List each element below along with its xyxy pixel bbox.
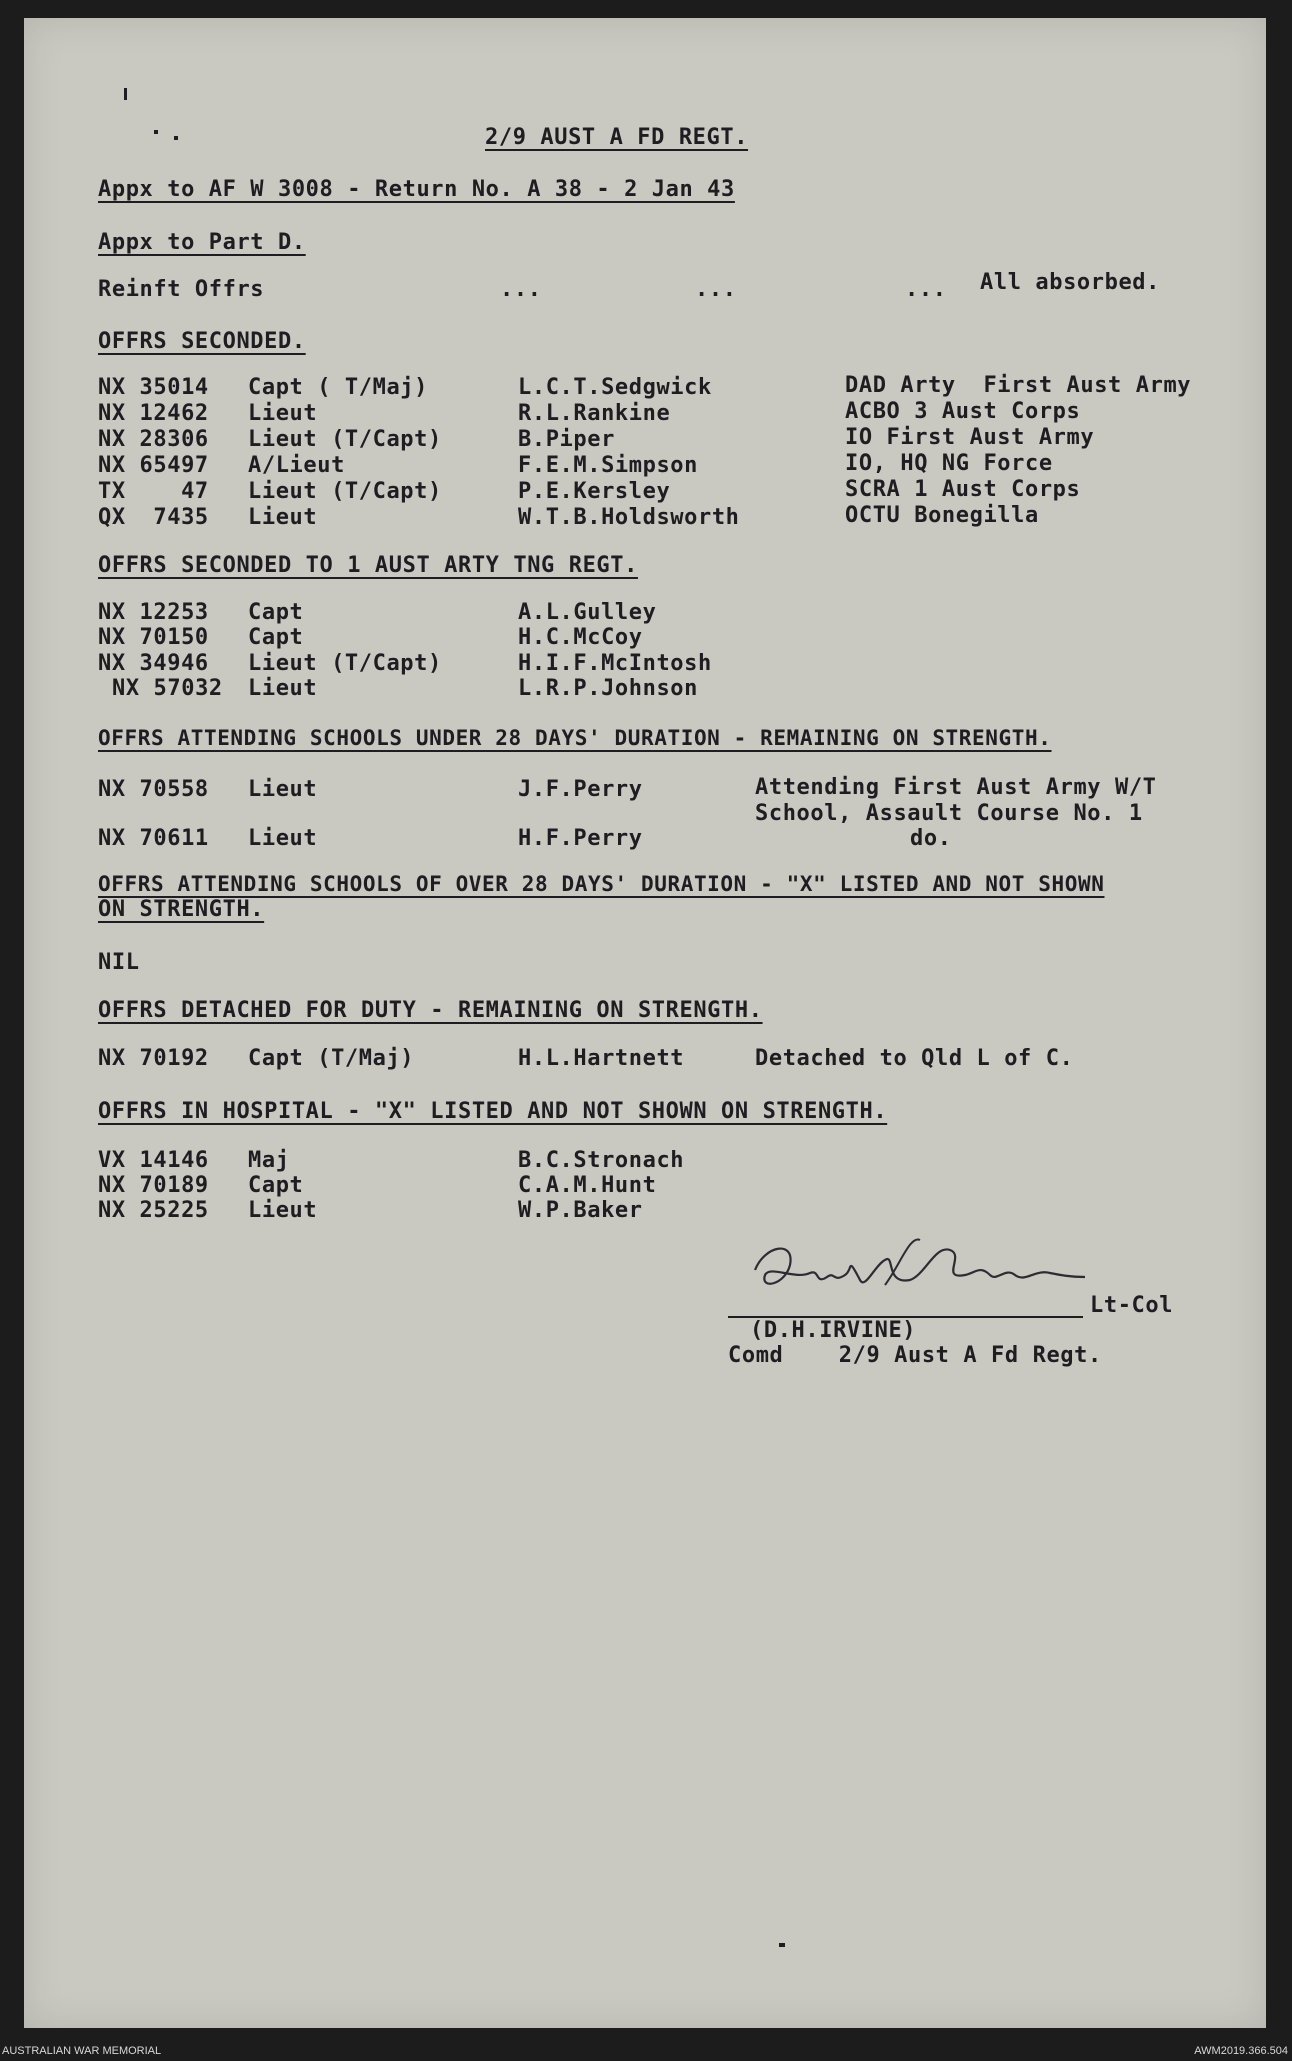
ink-mark bbox=[779, 1943, 785, 1947]
rank: Maj bbox=[248, 1148, 290, 1173]
service-no: NX 12462 bbox=[98, 401, 209, 426]
rank: Capt (T/Maj) bbox=[248, 1046, 415, 1071]
rank: Capt ( T/Maj) bbox=[248, 375, 428, 400]
officer-name: J.F.Perry bbox=[518, 777, 643, 802]
section-heading-schools-over-cont: ON STRENGTH. bbox=[98, 897, 265, 922]
dots: ... bbox=[695, 277, 737, 302]
reinft-label: Reinft Offrs bbox=[98, 277, 265, 302]
officer-name: H.F.Perry bbox=[518, 826, 643, 851]
dots: ... bbox=[500, 277, 542, 302]
rank: Lieut (T/Capt) bbox=[248, 427, 442, 452]
service-no: NX 70558 bbox=[98, 777, 209, 802]
school-note: do. bbox=[910, 826, 952, 851]
nil-value: NIL bbox=[98, 950, 140, 975]
service-no: NX 57032 bbox=[112, 676, 223, 701]
dots: ... bbox=[905, 277, 947, 302]
section-heading-arty-tng: OFFRS SECONDED TO 1 AUST ARTY TNG REGT. bbox=[98, 553, 638, 578]
rank: Lieut (T/Capt) bbox=[248, 651, 442, 676]
rank: A/Lieut bbox=[248, 453, 345, 478]
service-no: NX 70192 bbox=[98, 1046, 209, 1071]
section-heading-hospital: OFFRS IN HOSPITAL - "X" LISTED AND NOT SHOWN ON STRENGTH. bbox=[98, 1099, 888, 1124]
rank: Lieut bbox=[248, 401, 318, 426]
appointment: SCRA 1 Aust Corps bbox=[845, 477, 1081, 502]
ink-mark bbox=[124, 88, 127, 100]
section-heading-seconded: OFFRS SECONDED. bbox=[98, 329, 306, 354]
signatory-command: Comd 2/9 Aust A Fd Regt. bbox=[728, 1343, 1102, 1368]
officer-name: B.Piper bbox=[518, 427, 615, 452]
rank: Lieut bbox=[248, 1198, 318, 1223]
rank: Lieut bbox=[248, 777, 318, 802]
officer-name: R.L.Rankine bbox=[518, 401, 671, 426]
officer-name: F.E.M.Simpson bbox=[518, 453, 698, 478]
service-no: NX 65497 bbox=[98, 453, 209, 478]
service-no: VX 14146 bbox=[98, 1148, 209, 1173]
officer-name: L.C.T.Sedgwick bbox=[518, 375, 712, 400]
appointment: OCTU Bonegilla bbox=[845, 503, 1039, 528]
service-no: NX 28306 bbox=[98, 427, 209, 452]
reinft-status: All absorbed. bbox=[980, 270, 1160, 295]
appointment: IO First Aust Army bbox=[845, 425, 1095, 450]
appendix-line: Appx to AF W 3008 - Return No. A 38 - 2 Jan 43 bbox=[98, 177, 735, 202]
section-heading-detached: OFFRS DETACHED FOR DUTY - REMAINING ON STRENGTH. bbox=[98, 998, 763, 1023]
service-no: NX 70611 bbox=[98, 826, 209, 851]
officer-name: C.A.M.Hunt bbox=[518, 1173, 657, 1198]
school-note: School, Assault Course No. 1 bbox=[755, 801, 1143, 826]
rank: Capt bbox=[248, 600, 304, 625]
appointment: ACBO 3 Aust Corps bbox=[845, 399, 1081, 424]
officer-name: W.T.B.Holdsworth bbox=[518, 505, 740, 530]
service-no: NX 70150 bbox=[98, 625, 209, 650]
service-no: NX 12253 bbox=[98, 600, 209, 625]
officer-name: H.I.F.McIntosh bbox=[518, 651, 712, 676]
detachment-note: Detached to Qld L of C. bbox=[755, 1046, 1074, 1071]
rank: Capt bbox=[248, 1173, 304, 1198]
officer-name: P.E.Kersley bbox=[518, 479, 671, 504]
officer-name: L.R.P.Johnson bbox=[518, 676, 698, 701]
rank: Lieut bbox=[248, 505, 318, 530]
service-no: NX 25225 bbox=[98, 1198, 209, 1223]
handwritten-signature bbox=[735, 1225, 1095, 1315]
officer-name: W.P.Baker bbox=[518, 1198, 643, 1223]
service-no: NX 70189 bbox=[98, 1173, 209, 1198]
footer-accession-number: AWM2019.366.504 bbox=[1194, 2045, 1288, 2057]
officer-name: A.L.Gulley bbox=[518, 600, 657, 625]
appointment: DAD Arty First Aust Army bbox=[845, 373, 1192, 398]
page-title: 2/9 AUST A FD REGT. bbox=[485, 125, 749, 150]
service-no: QX 7435 bbox=[98, 505, 209, 530]
ink-mark bbox=[174, 136, 178, 140]
officer-name: H.L.Hartnett bbox=[518, 1046, 685, 1071]
section-heading-schools-over: OFFRS ATTENDING SCHOOLS OF OVER 28 DAYS' DURATION - "X" LISTED AND NOT SHOWN bbox=[98, 872, 1105, 896]
part-heading: Appx to Part D. bbox=[98, 230, 306, 255]
service-no: TX 47 bbox=[98, 479, 209, 504]
rank: Lieut (T/Capt) bbox=[248, 479, 442, 504]
ink-mark bbox=[154, 130, 158, 134]
rank: Capt bbox=[248, 625, 304, 650]
service-no: NX 35014 bbox=[98, 375, 209, 400]
service-no: NX 34946 bbox=[98, 651, 209, 676]
officer-name: H.C.McCoy bbox=[518, 625, 643, 650]
signatory-name: (D.H.IRVINE) bbox=[750, 1318, 917, 1343]
officer-name: B.C.Stronach bbox=[518, 1148, 685, 1173]
section-heading-schools-under: OFFRS ATTENDING SCHOOLS UNDER 28 DAYS' DURATION - REMAINING ON STRENGTH. bbox=[98, 726, 1052, 750]
appointment: IO, HQ NG Force bbox=[845, 451, 1053, 476]
signatory-rank: Lt-Col bbox=[1090, 1293, 1174, 1318]
rank: Lieut bbox=[248, 826, 318, 851]
school-note: Attending First Aust Army W/T bbox=[755, 775, 1157, 800]
footer-institution: AUSTRALIAN WAR MEMORIAL bbox=[2, 2045, 162, 2057]
rank: Lieut bbox=[248, 676, 318, 701]
